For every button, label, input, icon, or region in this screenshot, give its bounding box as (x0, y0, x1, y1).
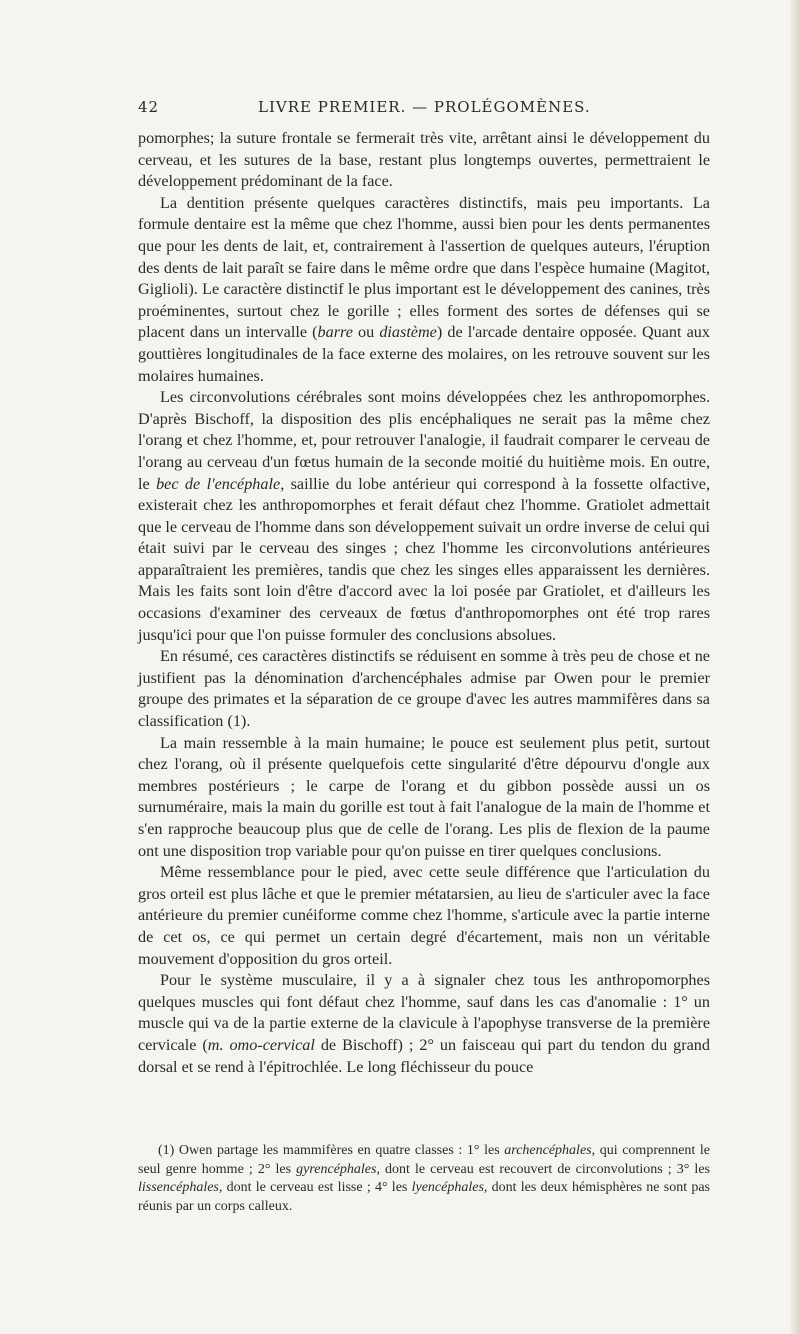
paragraph: La dentition présente quelques caractères distinctifs, mais peu importants. La formule dentaire est la même que chez l'homme, aussi bien pour les dents permanentes que pour les dents de lait, et, contrairement à l'assertion de quelques auteurs, l'éruption des dents de lait paraît se faire dans le même ordre que dans l'espèce humaine (Magitot, Giglioli). Le caractère distinctif le plus important est le développement des canines, très proéminentes, surtout chez le gorille ; elles forment des sortes de défenses qui se placent dans un intervalle (barre ou diastème) de l'arcade dentaire opposée. Quant aux gouttières longitudinales de la face externe des molaires, on les retrouve souvent sur les molaires humaines. (138, 193, 710, 385)
page-header (138, 98, 738, 122)
page-edge-shadow (790, 0, 800, 1334)
paragraph: pomorphes; la suture frontale se fermerait très vite, arrêtant ainsi le développement du cerveau, et les sutures de la base, restant plus longtemps ouvertes, permettraient le développement prédominant de la face. (138, 129, 710, 191)
paragraph: Même ressemblance pour le pied, avec cette seule différence que l'articulation du gros orteil est plus lâche et que le premier métatarsien, au lieu de s'articuler avec la face antérieure du premier cunéiforme comme chez l'homme, s'articule avec la partie interne de cet os, ce qui permet un certain degré d'écartement, mais non un véritable mouvement d'opposition du gros orteil. (138, 863, 710, 968)
paragraph: La main ressemble à la main humaine; le pouce est seulement plus petit, surtout chez l'orang, où il présente quelquefois cette singularité d'être dépourvu d'ongle aux membres postérieurs ; le carpe de l'orang et du gibbon possède aussi un os surnuméraire, mais la main du gorille est tout à fait l'analogue de la main de l'homme et s'en rapproche beaucoup plus que de celle de l'orang. Les plis de flexion de la paume ont une disposition trop variable pour qu'on puisse en tirer quelques conclusions. (138, 733, 710, 860)
footnotes (138, 1142, 710, 1216)
body-text (138, 128, 710, 1078)
paragraph: En résumé, ces caractères distinctifs se réduisent en somme à très peu de chose et ne justifient pas la dénomination d'archencéphales admise par Owen pour le premier groupe des primates et la séparation de ce groupe d'avec les autres mammifères dans sa classification (1). (138, 647, 710, 731)
footnote: (1) Owen partage les mammifères en quatre classes : 1° les archencéphales, qui comprennent le seul genre homme ; 2° les gyrencéphales, dont le cerveau est recouvert de circonvolutions ; 3° les lissencéphales, dont le cerveau est lisse ; 4° les lyencéphales, dont les deux hémisphères ne sont pas réunis par un corps calleux. (138, 1143, 711, 1214)
running-title: LIVRE PREMIER. — PROLÉGOMÈNES. (258, 98, 591, 116)
paragraph: Les circonvolutions cérébrales sont moins développées chez les anthropomorphes. D'après Bischoff, la disposition des plis encéphaliques ne serait pas la même chez l'orang et chez l'homme, et, pour retrouver l'analogie, il faudrait comparer le cerveau de l'orang au cerveau d'un fœtus humain de la seconde moitié du huitième mois. En outre, le bec de l'encéphale, saillie du lobe antérieur qui correspond à la fossette olfactive, existerait chez les anthropomorphes et ferait défaut chez l'homme. Gratiolet admettait que le cerveau de l'homme dans son développement suivait un ordre inverse de celui qui était suivi par le cerveau des singes ; chez l'homme les circonvolutions antérieures apparaîtraient les premières, tandis que chez les singes elles apparaissent les dernières. Mais les faits sont loin d'être d'accord avec la loi posée par Gratiolet, et d'ailleurs les occasions d'examiner des cerveaux de fœtus d'anthropomorphes ont été trop rares jusqu'ici pour que l'on puisse formuler des conclusions absolues. (138, 388, 710, 644)
page-number: 42 (138, 98, 160, 116)
paragraph: Pour le système musculaire, il y a à signaler chez tous les anthropomorphes quelques muscles qui font défaut chez l'homme, sauf dans les cas d'anomalie : 1° un muscle qui va de la partie externe de la clavicule à l'apophyse transverse de la première cervicale (m. omo-cervical de Bischoff) ; 2° un faisceau qui part du tendon du grand dorsal et se rend à l'épitrochlée. Le long fléchisseur du pouce (138, 971, 710, 1076)
